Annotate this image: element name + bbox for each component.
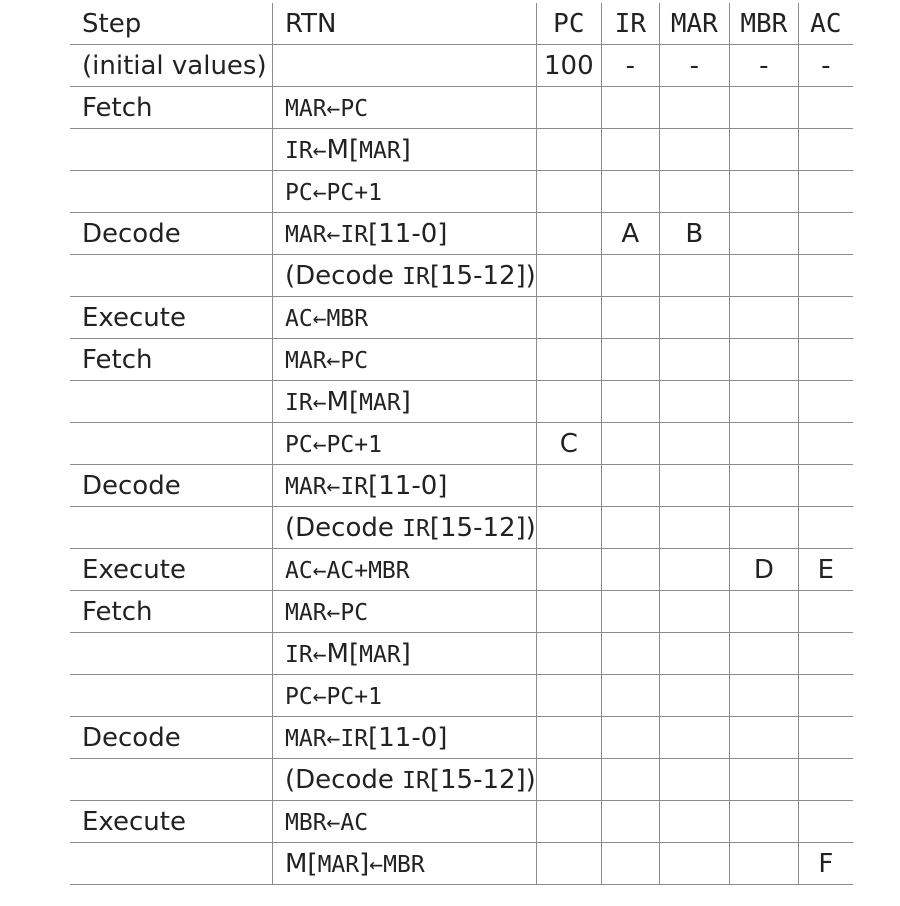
ac-cell: [798, 423, 853, 465]
table-row: [70, 549, 853, 591]
ir-cell: -: [601, 45, 659, 87]
rtn-segment: PC←PC+1: [285, 683, 382, 710]
rtn-segment: MAR: [359, 641, 401, 668]
rtn-segment: MAR: [359, 137, 401, 164]
mbr-cell: [729, 759, 798, 801]
mbr-cell: [729, 423, 798, 465]
ac-cell: [798, 801, 853, 843]
pc-cell: [536, 507, 601, 549]
step-cell: Execute: [70, 549, 273, 591]
table-row: [70, 129, 853, 171]
ir-cell: [601, 801, 659, 843]
rtn-segment: MBR←AC: [285, 809, 369, 836]
rtn-segment: [15-12]): [429, 764, 536, 795]
ir-cell: [601, 549, 659, 591]
rtn-segment: MAR←PC: [285, 599, 369, 626]
mar-cell: [659, 381, 729, 423]
pc-cell: [536, 591, 601, 633]
mar-cell: [659, 591, 729, 633]
pc-cell: 100: [536, 45, 601, 87]
pc-cell: [536, 255, 601, 297]
pc-cell: [536, 339, 601, 381]
header-rtn: RTN: [273, 3, 537, 45]
mar-cell: [659, 675, 729, 717]
mbr-cell: [729, 633, 798, 675]
rtn-cell: [273, 465, 537, 507]
rtn-cell: [273, 297, 537, 339]
table-row: [70, 759, 853, 801]
ac-cell: [798, 213, 853, 255]
step-cell: Fetch: [70, 591, 273, 633]
ir-cell: [601, 633, 659, 675]
rtn-segment: IR←: [285, 641, 327, 668]
mar-cell: [659, 549, 729, 591]
table-row: [70, 171, 853, 213]
table-row: [70, 633, 853, 675]
ir-cell: [601, 171, 659, 213]
mar-cell: [659, 129, 729, 171]
ir-cell: [601, 675, 659, 717]
rtn-segment: ←MBR: [369, 851, 425, 878]
step-cell: [70, 381, 273, 423]
rtn-segment: MAR: [317, 851, 360, 878]
rtn-segment: M[: [326, 638, 360, 669]
header-mar: MAR: [659, 3, 729, 45]
ir-cell: [601, 423, 659, 465]
rtn-segment: IR←: [285, 389, 327, 416]
rtn-segment: IR←: [285, 137, 327, 164]
mar-cell: [659, 87, 729, 129]
pc-cell: [536, 129, 601, 171]
rtn-cell: [273, 45, 537, 87]
step-cell: [70, 507, 273, 549]
step-cell: Decode: [70, 717, 273, 759]
ac-cell: -: [798, 45, 853, 87]
mbr-cell: [729, 297, 798, 339]
ac-cell: [798, 591, 853, 633]
rtn-cell: [273, 381, 537, 423]
rtn-cell: [273, 549, 537, 591]
rtn-segment: PC←PC+1: [285, 179, 382, 206]
rtn-cell: [273, 591, 537, 633]
step-cell: Decode: [70, 465, 273, 507]
rtn-cell: [273, 255, 537, 297]
mar-cell: B: [659, 213, 729, 255]
ir-cell: [601, 381, 659, 423]
pc-cell: [536, 549, 601, 591]
rtn-segment: IR: [402, 767, 430, 794]
pc-cell: [536, 381, 601, 423]
step-cell: [70, 843, 273, 885]
mar-cell: [659, 717, 729, 759]
step-cell: [70, 675, 273, 717]
table-row: [70, 45, 853, 87]
rtn-segment: MAR←IR: [285, 725, 369, 752]
rtn-segment: [11-0]: [368, 470, 448, 501]
rtn-segment: M[: [285, 848, 318, 879]
rtn-segment: M[: [326, 386, 360, 417]
rtn-segment: MAR: [359, 389, 401, 416]
ir-cell: [601, 507, 659, 549]
ac-cell: [798, 255, 853, 297]
rtn-cell: [273, 423, 537, 465]
mbr-cell: [729, 171, 798, 213]
rtn-segment: MAR←PC: [285, 95, 369, 122]
ac-cell: [798, 717, 853, 759]
mar-cell: [659, 423, 729, 465]
step-cell: Fetch: [70, 87, 273, 129]
ac-cell: [798, 381, 853, 423]
mar-cell: [659, 339, 729, 381]
ir-cell: [601, 717, 659, 759]
ir-cell: [601, 87, 659, 129]
rtn-cell: [273, 633, 537, 675]
header-mbr: MBR: [729, 3, 798, 45]
pc-cell: [536, 213, 601, 255]
header-step: Step: [70, 3, 273, 45]
step-cell: Execute: [70, 297, 273, 339]
rtn-segment: (Decode: [285, 764, 403, 795]
ac-cell: [798, 171, 853, 213]
table-row: [70, 213, 853, 255]
mar-cell: [659, 759, 729, 801]
ac-cell: [798, 465, 853, 507]
table-body: [70, 45, 853, 885]
rtn-trace-table: [70, 3, 853, 885]
rtn-segment: MAR←IR: [285, 473, 369, 500]
mbr-cell: [729, 213, 798, 255]
ac-cell: [798, 633, 853, 675]
table-row: [70, 423, 853, 465]
ac-cell: [798, 297, 853, 339]
mbr-cell: [729, 843, 798, 885]
rtn-cell: [273, 717, 537, 759]
ir-cell: [601, 339, 659, 381]
rtn-cell: [273, 801, 537, 843]
mbr-cell: [729, 87, 798, 129]
table-row: [70, 297, 853, 339]
header-ir: IR: [601, 3, 659, 45]
rtn-segment: MAR←IR: [285, 221, 369, 248]
ir-cell: [601, 297, 659, 339]
table-row: [70, 507, 853, 549]
table-row: [70, 255, 853, 297]
rtn-cell: [273, 171, 537, 213]
rtn-cell: [273, 759, 537, 801]
mar-cell: [659, 507, 729, 549]
ac-cell: [798, 339, 853, 381]
rtn-cell: [273, 843, 537, 885]
rtn-segment: ]: [400, 638, 411, 669]
rtn-cell: [273, 339, 537, 381]
step-cell: Execute: [70, 801, 273, 843]
ir-cell: [601, 129, 659, 171]
mar-cell: [659, 171, 729, 213]
rtn-cell: [273, 129, 537, 171]
table-row: [70, 339, 853, 381]
rtn-segment: M[: [326, 134, 360, 165]
pc-cell: [536, 633, 601, 675]
table-row: [70, 465, 853, 507]
rtn-cell: [273, 675, 537, 717]
mbr-cell: D: [729, 549, 798, 591]
table-row: [70, 843, 853, 885]
mar-cell: -: [659, 45, 729, 87]
ac-cell: [798, 87, 853, 129]
pc-cell: [536, 759, 601, 801]
mar-cell: [659, 843, 729, 885]
rtn-segment: [11-0]: [368, 218, 448, 249]
mbr-cell: [729, 801, 798, 843]
table-row: [70, 87, 853, 129]
ac-cell: [798, 675, 853, 717]
mbr-cell: [729, 381, 798, 423]
pc-cell: C: [536, 423, 601, 465]
rtn-segment: IR: [402, 263, 430, 290]
mbr-cell: [729, 717, 798, 759]
mbr-cell: [729, 129, 798, 171]
step-cell: Decode: [70, 213, 273, 255]
ir-cell: [601, 759, 659, 801]
step-cell: [70, 171, 273, 213]
ac-cell: [798, 507, 853, 549]
rtn-segment: IR: [402, 515, 430, 542]
mar-cell: [659, 801, 729, 843]
pc-cell: [536, 717, 601, 759]
rtn-segment: [15-12]): [429, 260, 536, 291]
mbr-cell: [729, 675, 798, 717]
mbr-cell: -: [729, 45, 798, 87]
mbr-cell: [729, 465, 798, 507]
rtn-segment: AC←MBR: [285, 305, 369, 332]
pc-cell: [536, 843, 601, 885]
pc-cell: [536, 87, 601, 129]
table-row: [70, 591, 853, 633]
rtn-segment: [15-12]): [429, 512, 536, 543]
mar-cell: [659, 255, 729, 297]
rtn-segment: ]: [359, 848, 370, 879]
step-cell: (initial values): [70, 45, 273, 87]
mbr-cell: [729, 339, 798, 381]
ac-cell: [798, 759, 853, 801]
table-row: [70, 801, 853, 843]
mbr-cell: [729, 255, 798, 297]
ir-cell: [601, 843, 659, 885]
step-cell: Fetch: [70, 339, 273, 381]
pc-cell: [536, 801, 601, 843]
table-row: [70, 381, 853, 423]
rtn-segment: (Decode: [285, 512, 403, 543]
table-row: [70, 717, 853, 759]
mar-cell: [659, 465, 729, 507]
rtn-segment: [11-0]: [368, 722, 448, 753]
mar-cell: [659, 297, 729, 339]
header-pc: PC: [536, 3, 601, 45]
mbr-cell: [729, 591, 798, 633]
rtn-cell: [273, 213, 537, 255]
ac-cell: [798, 129, 853, 171]
rtn-cell: [273, 87, 537, 129]
step-cell: [70, 633, 273, 675]
ir-cell: [601, 255, 659, 297]
rtn-segment: ]: [400, 386, 411, 417]
step-cell: [70, 759, 273, 801]
table-row: [70, 675, 853, 717]
step-cell: [70, 129, 273, 171]
ac-cell: E: [798, 549, 853, 591]
ir-cell: [601, 591, 659, 633]
step-cell: [70, 255, 273, 297]
pc-cell: [536, 675, 601, 717]
pc-cell: [536, 171, 601, 213]
rtn-segment: ]: [400, 134, 411, 165]
rtn-segment: AC←AC+MBR: [285, 557, 410, 584]
rtn-cell: [273, 507, 537, 549]
mar-cell: [659, 633, 729, 675]
header-row: [70, 3, 853, 45]
ac-cell: F: [798, 843, 853, 885]
pc-cell: [536, 465, 601, 507]
rtn-segment: (Decode: [285, 260, 403, 291]
step-cell: [70, 423, 273, 465]
mbr-cell: [729, 507, 798, 549]
ir-cell: A: [601, 213, 659, 255]
rtn-segment: MAR←PC: [285, 347, 369, 374]
header-ac: AC: [798, 3, 853, 45]
pc-cell: [536, 297, 601, 339]
ir-cell: [601, 465, 659, 507]
rtn-segment: PC←PC+1: [285, 431, 382, 458]
